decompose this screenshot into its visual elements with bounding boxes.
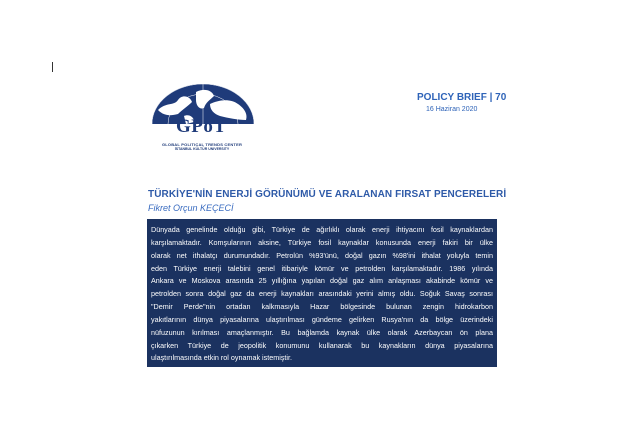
abstract-line: Dünyada genelinde olduğu gibi, Türkiye de ağırlıklı olarak enerji ihtiyacını fosil kaynaklardan — [151, 225, 493, 234]
article-title: TÜRKİYE'NİN ENERJİ GÖRÜNÜMÜ VE ARALANAN FIRSAT PENCERELERİ — [148, 189, 507, 200]
abstract-line: yakıtlarının dünya piyasalarına ulaştırılması gündeme gelirken Rusya'nın da bölge üzerindeki — [151, 314, 493, 324]
abstract-line: çıkarken Türkiye de jeopolitik konumunu kullanarak bu kaynakların dünya piyasalarına — [151, 340, 493, 350]
abstract-line: karşılamaktadır. Komşularının aksine, Türkiye fosil kaynaklar konusunda enerji fakiri bir ülke — [151, 237, 493, 247]
text-cursor — [52, 62, 53, 72]
article-author: Fikret Orçun KEÇECİ — [148, 203, 234, 213]
publication-date: 16 Haziran 2020 — [426, 106, 478, 113]
abstract-line: petrolden sonra doğal gaz da enerji kaynakları arasındaki yerini almış oldu. Soğuk Savaş sonrası — [151, 289, 493, 299]
abstract-text — [151, 224, 493, 365]
abstract-line: ulaştırılmasında etkin rol oynamak istemiştir. — [151, 353, 293, 363]
logo-subtitle: GLOBAL POLITICAL TRENDS CENTER — [161, 142, 243, 147]
logo-wordmark: GPoT — [176, 116, 227, 137]
abstract-line: "Demir Perde"nin ortadan kalkmasıyla Hazar bölgesinde bulunan zengin hidrokarbon — [151, 302, 493, 312]
abstract-line: eden Türkiye enerji talebini genel itibariyle kömür ve petrolden karşılamaktadır. 1986 yılında — [151, 263, 493, 273]
abstract-box — [147, 219, 497, 367]
logo-institution: İSTANBUL KÜLTÜR UNIVERSITY — [174, 147, 230, 151]
abstract-line: Ankara ve Moskova arasında 25 yıllığına yapılan doğal gaz alım anlaşması akabinde kömür ve — [151, 276, 493, 286]
abstract-line: nüfuzunun kırılması amaçlanmıştır. Bu bağlamda kaynak ülke olarak Azerbaycan ön plana — [151, 327, 493, 337]
abstract-line: olarak net ithalatçı durumundadır. Petrolün %93'ünü, doğal gazın %98'ini ithalat yoluyla temin — [151, 250, 493, 260]
policy-brief-number: POLICY BRIEF | 70 — [417, 92, 507, 103]
